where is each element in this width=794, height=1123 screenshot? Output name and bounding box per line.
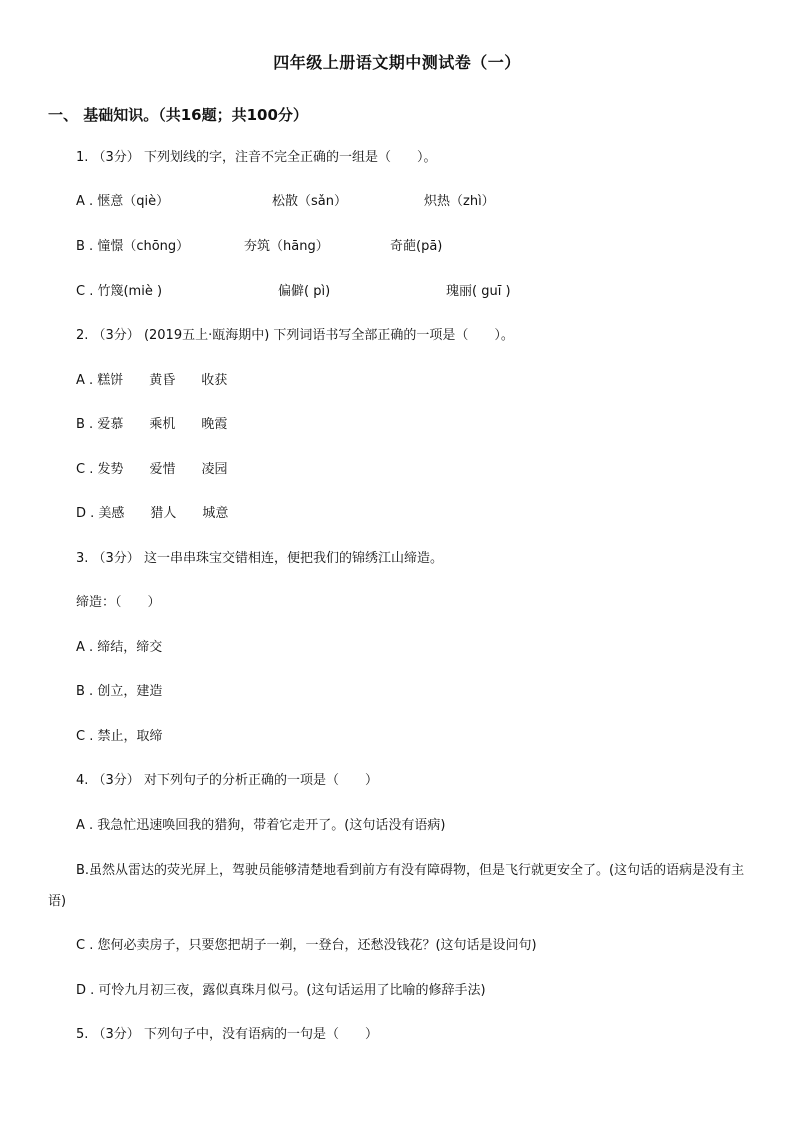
option-a-item-1: A . 惬意（qiè） (76, 194, 170, 209)
section-heading: 一、 基础知识。（共16题；共100分） (48, 106, 308, 124)
question-2-stem: 2. （3分） (2019五上·瓯海期中) 下列词语书写全部正确的一项是（ ）。 (76, 328, 514, 343)
option-c-item-3: 瑰丽( guī ) (446, 284, 511, 299)
question-2-option-d: D . 美感 猎人 城意 (76, 506, 229, 521)
question-2-option-b: B . 爱慕 乘机 晚霞 (76, 417, 228, 432)
question-2-option-c: C . 发势 爱惜 凌园 (76, 462, 228, 477)
question-3-option-b: B . 创立，建造 (76, 684, 163, 699)
question-1-stem: 1. （3分） 下列划线的字，注音不完全正确的一组是（ ）。 (76, 150, 437, 165)
option-b-item-1: B . 憧憬（chōng） (76, 239, 190, 254)
question-4-stem: 4. （3分） 对下列句子的分析正确的一项是（ ） (76, 773, 378, 788)
option-c-item-1: C . 竹篾(miè ) (76, 284, 163, 299)
option-c-item-2: 偏僻( pì) (278, 284, 331, 299)
question-3-subprompt: 缔造：（ ） (76, 595, 161, 610)
question-3-option-c: C . 禁止，取缔 (76, 729, 163, 744)
question-5-stem: 5. （3分） 下列句子中，没有语病的一句是（ ） (76, 1027, 378, 1042)
question-2-option-a: A . 糕饼 黄昏 收获 (76, 373, 228, 388)
question-4-option-c: C . 您何必卖房子，只要您把胡子一剃，一登台，还愁没钱花？(这句话是设问句) (76, 938, 537, 953)
page-title: 四年级上册语文期中测试卷（一） (273, 53, 521, 72)
question-4-option-b: B.虽然从雷达的荧光屏上，驾驶员能够清楚地看到前方有没有障碍物，但是飞行就更安全了。(这句话的语病是没有主语) (48, 863, 745, 909)
option-a-item-3: 炽热（zhì） (424, 194, 495, 209)
question-4-option-d: D . 可怜九月初三夜，露似真珠月似弓。(这句话运用了比喻的修辞手法) (76, 983, 486, 998)
question-3-option-a: A . 缔结，缔交 (76, 640, 163, 655)
option-a-item-2: 松散（sǎn） (272, 194, 347, 209)
question-3-stem: 3. （3分） 这一串串珠宝交错相连，便把我们的锦绣江山缔造。 (76, 551, 443, 566)
question-4-option-a: A . 我急忙迅速唤回我的猎狗，带着它走开了。(这句话没有语病) (76, 818, 446, 833)
option-b-item-3: 奇葩(pā) (390, 239, 443, 254)
option-b-item-2: 夯筑（hāng） (244, 239, 329, 254)
